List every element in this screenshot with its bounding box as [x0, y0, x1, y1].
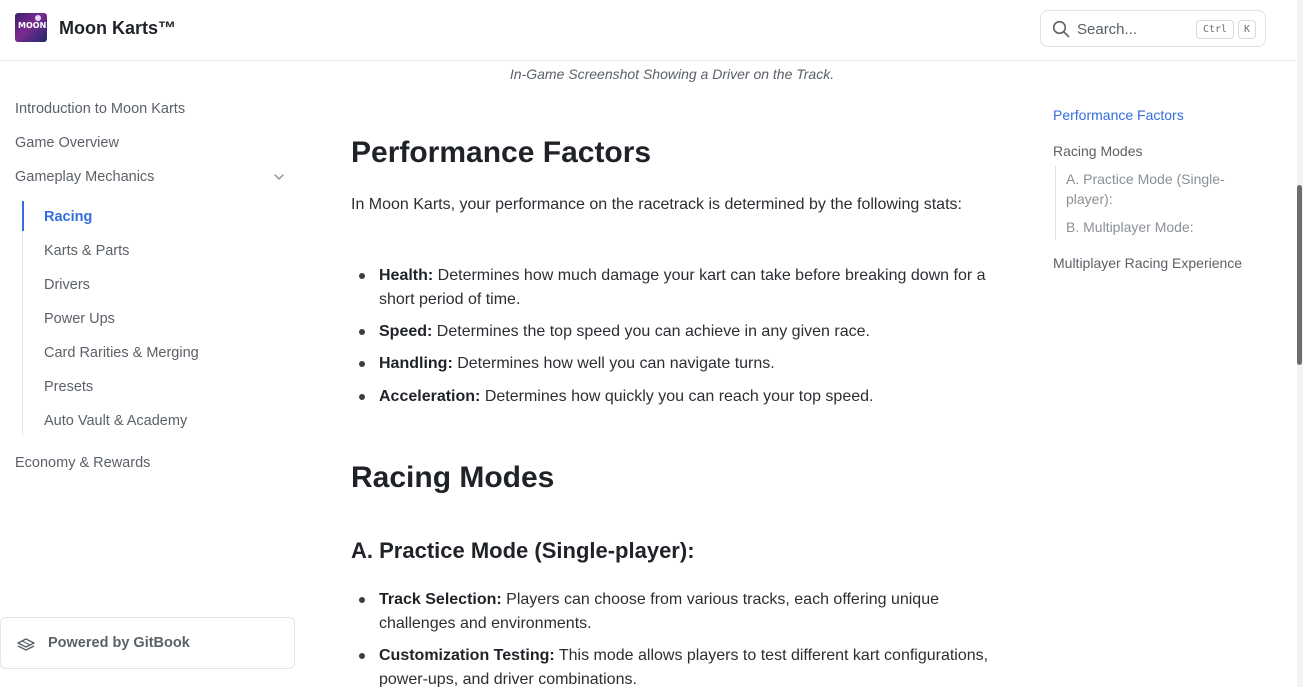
powered-by-gitbook[interactable] [0, 617, 295, 669]
toc-multiplayer-mode[interactable]: B. Multiplayer Mode: [1066, 219, 1194, 235]
logo-text: MOON [18, 21, 47, 30]
top-header [0, 0, 1297, 61]
practice-track-selection [379, 588, 994, 636]
point-term: Track Selection: [379, 591, 502, 608]
active-indicator [22, 201, 24, 231]
point-desc: This mode allows players to test different kart configurations, power-ups, and driver combinations. [379, 647, 989, 687]
stat-acceleration [379, 385, 994, 409]
bullet-dot [359, 273, 365, 279]
moon-karts-logo[interactable] [15, 13, 47, 42]
stat-term: Health: [379, 267, 434, 284]
heading-racing-modes: Racing Modes [351, 461, 555, 494]
chevron-down-icon[interactable] [272, 172, 286, 182]
heading-performance-factors: Performance Factors [351, 136, 652, 169]
stat-speed [379, 320, 994, 344]
site-title[interactable]: Moon Karts™ [59, 18, 176, 38]
bullet-dot [359, 394, 365, 400]
point-term: Customization Testing: [379, 647, 555, 664]
stat-desc: Determines how well you can navigate turns. [452, 355, 775, 372]
practice-customization-testing [379, 644, 994, 687]
toc-multiplayer-racing-experience[interactable]: Multiplayer Racing Experience [1053, 255, 1243, 271]
powered-by-label: Powered by GitBook [48, 635, 190, 651]
stat-desc: Determines how quickly you can reach your top speed. [480, 388, 874, 405]
shortcut-ctrl-key: Ctrl [1196, 20, 1234, 39]
bullet-dot [359, 361, 365, 367]
toc-performance-factors[interactable]: Performance Factors [1053, 107, 1184, 123]
search-box[interactable] [1040, 10, 1266, 47]
toc-guide-line [1055, 166, 1056, 240]
stat-term: Acceleration: [379, 388, 481, 405]
sidebar-item-auto-vault[interactable]: Auto Vault & Academy [44, 413, 188, 429]
stat-term: Handling: [379, 355, 453, 372]
sidebar-item-racing[interactable]: Racing [44, 209, 93, 225]
stat-desc: Determines how much damage your kart can take before breaking down for a short period of time. [379, 267, 986, 308]
stat-health [379, 264, 994, 312]
sidebar-item-card-rarities[interactable]: Card Rarities & Merging [44, 345, 199, 361]
stat-desc: Determines the top speed you can achieve in any given race. [432, 323, 870, 340]
sidebar-item-game-overview[interactable]: Game Overview [15, 135, 119, 151]
sidebar-item-power-ups[interactable]: Power Ups [44, 311, 115, 327]
bullet-dot [359, 653, 365, 659]
search-icon [1052, 20, 1070, 38]
sidebar-item-karts-parts[interactable]: Karts & Parts [44, 243, 130, 259]
bullet-dot [359, 597, 365, 603]
shortcut-k-key: K [1238, 20, 1256, 39]
stat-handling [379, 352, 994, 376]
point-desc: Players can choose from various tracks, each offering unique challenges and environments. [379, 591, 939, 632]
gitbook-icon [16, 634, 36, 652]
sidebar-item-presets[interactable]: Presets [44, 379, 94, 395]
subnav-guide-line [22, 201, 23, 435]
search-placeholder: Search... [1077, 21, 1138, 38]
intro-paragraph: In Moon Karts, your performance on the racetrack is determined by the following stats: [351, 196, 962, 213]
sidebar-nav [0, 61, 300, 687]
sidebar-item-drivers[interactable]: Drivers [44, 277, 90, 293]
stat-term: Speed: [379, 323, 433, 340]
sidebar-item-economy-rewards[interactable]: Economy & Rewards [15, 455, 151, 471]
toc-practice-mode[interactable]: A. Practice Mode (Single-player): [1066, 171, 1225, 207]
scrollbar-thumb[interactable] [1297, 185, 1302, 365]
heading-practice-mode: A. Practice Mode (Single-player): [351, 538, 695, 563]
toc-racing-modes[interactable]: Racing Modes [1053, 143, 1143, 159]
bullet-dot [359, 329, 365, 335]
sidebar-item-gameplay-mechanics[interactable]: Gameplay Mechanics [15, 169, 155, 185]
image-caption: In-Game Screenshot Showing a Driver on the Track. [509, 66, 835, 82]
sidebar-item-introduction[interactable]: Introduction to Moon Karts [15, 101, 186, 117]
